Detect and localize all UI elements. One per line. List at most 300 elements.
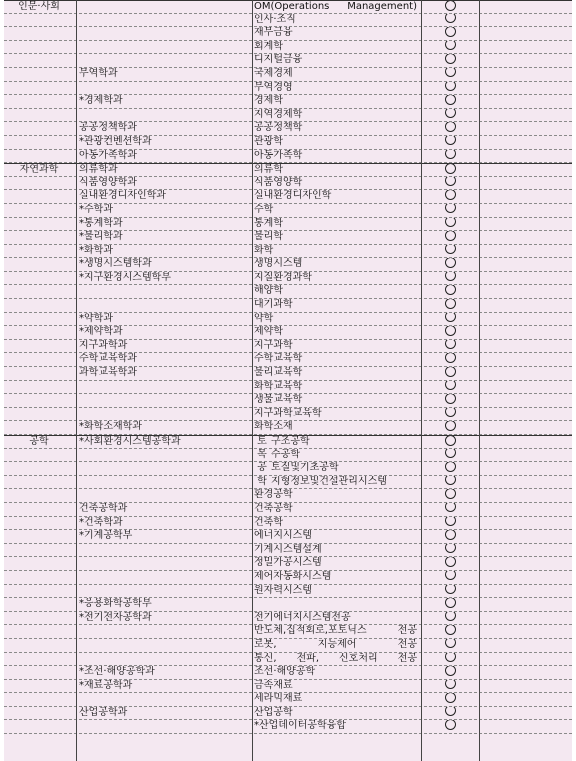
college-cell xyxy=(4,204,74,217)
availability-mark xyxy=(422,653,478,666)
department-cell xyxy=(79,27,249,40)
table-row xyxy=(4,190,572,204)
college-cell xyxy=(4,68,74,81)
circle-mark-icon xyxy=(445,204,456,214)
department-cell: 수학교육학과 xyxy=(79,353,137,365)
table-row xyxy=(4,462,572,476)
table-row xyxy=(4,218,572,232)
availability-mark xyxy=(422,421,478,434)
department-cell xyxy=(79,1,249,14)
table-row xyxy=(4,272,572,286)
department-cell: *화학소재학과 xyxy=(79,421,142,433)
availability-mark xyxy=(422,82,478,95)
circle-mark-icon xyxy=(445,41,456,51)
major-cell: 물리교육학 xyxy=(254,367,303,379)
college-cell xyxy=(4,653,74,666)
table-row xyxy=(4,0,572,14)
college-cell xyxy=(4,41,74,54)
college-cell xyxy=(4,27,74,40)
availability-mark xyxy=(422,530,478,543)
availability-mark xyxy=(422,326,478,339)
availability-mark xyxy=(422,245,478,258)
circle-mark-icon xyxy=(445,381,456,391)
major-cell: 식품영양학 xyxy=(254,176,303,188)
circle-mark-icon xyxy=(445,313,456,323)
table-row xyxy=(4,54,572,68)
college-cell xyxy=(4,272,74,285)
college-cell xyxy=(4,150,74,163)
department-cell xyxy=(79,109,249,122)
table-row xyxy=(4,245,572,259)
table-row xyxy=(4,313,572,327)
college-cell xyxy=(4,313,74,326)
table-row xyxy=(4,476,572,490)
table-row xyxy=(4,340,572,354)
circle-mark-icon xyxy=(445,693,456,703)
availability-mark xyxy=(422,136,478,149)
column-divider xyxy=(76,0,77,761)
college-cell xyxy=(4,598,74,611)
department-cell: *사회환경시스템공학과 xyxy=(79,436,181,447)
circle-mark-icon xyxy=(445,150,456,160)
availability-mark xyxy=(422,585,478,598)
availability-mark xyxy=(422,299,478,312)
table-row xyxy=(4,720,572,734)
department-cell xyxy=(79,639,249,652)
major-cell: 에너지시스템 xyxy=(254,530,312,542)
table-row xyxy=(4,27,572,41)
department-cell: 지구과학과 xyxy=(79,339,128,351)
circle-mark-icon xyxy=(445,164,456,174)
college-cell xyxy=(4,693,74,706)
major-cell: 금속재료 xyxy=(254,679,293,691)
table-row xyxy=(4,598,572,612)
department-cell: *약학과 xyxy=(79,312,113,324)
college-cell xyxy=(4,299,74,312)
college-cell xyxy=(4,720,74,733)
department-cell: *전기전자공학과 xyxy=(79,611,152,623)
college-cell xyxy=(4,231,74,244)
college-cell xyxy=(4,489,74,502)
college-cell xyxy=(4,258,74,271)
college-cell xyxy=(4,557,74,570)
major-cell: 구조공학 xyxy=(271,436,310,447)
circle-mark-icon xyxy=(445,476,456,486)
major-cell: 의류학 xyxy=(254,164,283,176)
circle-mark-icon xyxy=(445,231,456,241)
table-row xyxy=(4,503,572,517)
circle-mark-icon xyxy=(445,27,456,37)
availability-mark xyxy=(422,693,478,706)
circle-mark-icon xyxy=(445,612,456,622)
circle-mark-icon xyxy=(445,394,456,404)
circle-mark-icon xyxy=(445,421,456,431)
department-cell: 의류학과 xyxy=(79,164,118,176)
admissions-table xyxy=(4,0,572,761)
availability-mark xyxy=(422,394,478,407)
circle-mark-icon xyxy=(445,177,456,187)
major-cell: 재무금융 xyxy=(254,27,293,39)
major-cell: 국제경제 xyxy=(254,67,293,79)
college-cell xyxy=(4,95,74,108)
college-cell: 자연과학 xyxy=(19,164,59,176)
college-cell xyxy=(4,544,74,557)
availability-mark xyxy=(422,150,478,163)
major-cell: 회계학 xyxy=(254,40,283,52)
department-cell xyxy=(79,408,249,421)
table-row xyxy=(4,150,572,164)
table-row xyxy=(4,653,572,667)
availability-mark xyxy=(422,177,478,190)
college-cell xyxy=(4,190,74,203)
major-cell: 지구과학 xyxy=(254,339,293,351)
table-row xyxy=(4,258,572,272)
major-cell: 지질환경과학 xyxy=(254,271,312,283)
availability-mark xyxy=(422,68,478,81)
availability-mark xyxy=(422,285,478,298)
availability-mark xyxy=(422,557,478,570)
department-cell xyxy=(79,14,249,27)
department-cell xyxy=(79,653,249,666)
table-row xyxy=(4,571,572,585)
department-cell: *제약학과 xyxy=(79,326,123,338)
major-cell: 지역경제학 xyxy=(254,108,303,120)
major-cell: 수학 xyxy=(254,203,274,215)
major-cell: 해양학 xyxy=(254,285,283,297)
table-row xyxy=(4,408,572,422)
college-cell xyxy=(4,462,74,475)
department-cell xyxy=(79,299,249,312)
table-row xyxy=(4,367,572,381)
department-cell xyxy=(79,82,249,95)
availability-mark xyxy=(422,408,478,421)
table-row xyxy=(4,68,572,82)
college-cell xyxy=(4,585,74,598)
circle-mark-icon xyxy=(445,218,456,228)
availability-mark xyxy=(422,41,478,54)
major-cell: 토질및기초공학 xyxy=(271,462,339,474)
circle-mark-icon xyxy=(445,95,456,105)
circle-mark-icon xyxy=(445,54,456,64)
circle-mark-icon xyxy=(445,122,456,132)
table-row xyxy=(4,435,572,449)
major-cell: 기계시스템설계 xyxy=(254,543,322,555)
table-row xyxy=(4,557,572,571)
major-cell: 화학교육학 xyxy=(254,380,303,392)
availability-mark xyxy=(422,476,478,489)
department-cell xyxy=(79,41,249,54)
table-row xyxy=(4,585,572,599)
circle-mark-icon xyxy=(445,462,456,472)
department-cell xyxy=(79,54,249,67)
major-cell: 약학 xyxy=(254,312,274,324)
major-cell: 수공학 xyxy=(271,448,300,460)
circle-mark-icon xyxy=(445,258,456,268)
table-row xyxy=(4,381,572,395)
table-row xyxy=(4,544,572,558)
circle-mark-icon xyxy=(445,720,456,730)
circle-mark-icon xyxy=(445,585,456,595)
major-cell: *산업데이터공학융합 xyxy=(254,720,346,732)
college-cell xyxy=(4,449,74,462)
table-row xyxy=(4,326,572,340)
table-row xyxy=(4,163,572,177)
department-cell: 건축공학과 xyxy=(79,502,128,514)
availability-mark xyxy=(422,503,478,516)
major-group-cell: 학 xyxy=(257,475,267,487)
major-cell: OM(Operations Management) xyxy=(254,1,417,12)
college-cell xyxy=(4,136,74,149)
circle-mark-icon xyxy=(445,449,456,459)
table-row xyxy=(4,204,572,218)
availability-mark xyxy=(422,258,478,271)
department-cell xyxy=(79,585,249,598)
college-cell xyxy=(4,571,74,584)
department-cell: *지구환경시스템학부 xyxy=(79,271,171,283)
college-cell xyxy=(4,666,74,679)
department-cell: 아동가족학과 xyxy=(79,149,137,161)
college-cell xyxy=(4,218,74,231)
table-row xyxy=(4,299,572,313)
circle-mark-icon xyxy=(445,285,456,295)
table-row xyxy=(4,666,572,680)
major-cell: 물리학 xyxy=(254,231,283,243)
table-row xyxy=(4,14,572,28)
major-cell: 화학 xyxy=(254,244,274,256)
department-cell: 과학교육학과 xyxy=(79,367,137,379)
college-cell xyxy=(4,639,74,652)
department-cell xyxy=(79,476,249,489)
college-cell xyxy=(4,177,74,190)
major-group-cell: 토 xyxy=(257,436,267,447)
department-cell: *조선·해양공학과 xyxy=(79,666,155,678)
department-cell: 식품영양학과 xyxy=(79,176,137,188)
circle-mark-icon xyxy=(445,299,456,309)
circle-mark-icon xyxy=(445,666,456,676)
major-cell: 산업공학 xyxy=(254,706,293,718)
college-cell xyxy=(4,476,74,489)
availability-mark xyxy=(422,666,478,679)
major-cell: 통신, 전파, 신호처리 전공 xyxy=(254,652,417,664)
availability-mark xyxy=(422,204,478,217)
table-row xyxy=(4,693,572,707)
circle-mark-icon xyxy=(445,653,456,663)
availability-mark xyxy=(422,517,478,530)
department-cell xyxy=(79,285,249,298)
college-cell xyxy=(4,326,74,339)
availability-mark xyxy=(422,164,478,177)
availability-mark xyxy=(422,231,478,244)
college-cell xyxy=(4,680,74,693)
department-cell: 실내환경디자인학과 xyxy=(79,190,166,202)
availability-mark xyxy=(422,1,478,14)
circle-mark-icon xyxy=(445,625,456,635)
major-cell: 로봇, 지능제어 전공 xyxy=(254,638,417,650)
college-cell xyxy=(4,245,74,258)
major-cell: 건축공학 xyxy=(254,502,293,514)
circle-mark-icon xyxy=(445,544,456,554)
circle-mark-icon xyxy=(445,367,456,377)
circle-mark-icon xyxy=(445,245,456,255)
college-cell xyxy=(4,82,74,95)
major-cell: 제어자동화시스템 xyxy=(254,570,332,582)
department-cell: *건축학과 xyxy=(79,516,123,528)
circle-mark-icon xyxy=(445,68,456,78)
table-row xyxy=(4,707,572,721)
circle-mark-icon xyxy=(445,639,456,649)
department-cell: *화학과 xyxy=(79,244,113,256)
department-cell xyxy=(79,394,249,407)
table-row xyxy=(4,177,572,191)
major-cell: 지형정보및건설관리시스템 xyxy=(271,475,387,487)
circle-mark-icon xyxy=(445,436,456,446)
college-cell xyxy=(4,381,74,394)
circle-mark-icon xyxy=(445,680,456,690)
college-cell xyxy=(4,367,74,380)
major-cell: 관광학 xyxy=(254,135,283,147)
department-cell: 산업공학과 xyxy=(79,706,128,718)
table-row xyxy=(4,285,572,299)
availability-mark xyxy=(422,571,478,584)
college-cell xyxy=(4,285,74,298)
major-cell: 환경공학 xyxy=(254,489,293,501)
table-row xyxy=(4,612,572,626)
department-cell: *경제학과 xyxy=(79,95,123,107)
availability-mark xyxy=(422,436,478,449)
major-cell: 조선·해양공학 xyxy=(254,666,316,678)
major-cell: 생명시스템 xyxy=(254,258,303,270)
major-cell: 수학교육학 xyxy=(254,353,303,365)
major-cell: 건축학 xyxy=(254,516,283,528)
availability-mark xyxy=(422,313,478,326)
major-cell: 디지털금융 xyxy=(254,54,303,66)
availability-mark xyxy=(422,272,478,285)
availability-mark xyxy=(422,612,478,625)
department-cell xyxy=(79,693,249,706)
major-cell: 반도체,집적회로,포토닉스 전공 xyxy=(254,625,417,637)
circle-mark-icon xyxy=(445,272,456,282)
department-cell xyxy=(79,381,249,394)
circle-mark-icon xyxy=(445,557,456,567)
major-group-cell: 공 xyxy=(257,462,267,474)
college-cell xyxy=(4,625,74,638)
department-cell xyxy=(79,544,249,557)
major-group-cell: 목 xyxy=(257,448,267,460)
circle-mark-icon xyxy=(445,571,456,581)
availability-mark xyxy=(422,27,478,40)
circle-mark-icon xyxy=(445,1,456,11)
table-row xyxy=(4,639,572,653)
major-cell: 무역경영 xyxy=(254,81,293,93)
department-cell: *생명시스템학과 xyxy=(79,258,152,270)
availability-mark xyxy=(422,598,478,611)
college-cell xyxy=(4,421,74,434)
availability-mark xyxy=(422,381,478,394)
college-cell: 인문·사회 xyxy=(18,1,60,12)
table-row xyxy=(4,41,572,55)
department-cell: 공공정책학과 xyxy=(79,122,137,134)
major-cell: 공공정책학 xyxy=(254,122,303,134)
department-cell: *수학과 xyxy=(79,203,113,215)
major-cell: 지구과학교육학 xyxy=(254,407,322,419)
table-row xyxy=(4,136,572,150)
availability-mark xyxy=(422,218,478,231)
major-cell: 원자력시스템 xyxy=(254,584,312,596)
major-cell: 정밀가공시스템 xyxy=(254,557,322,569)
college-cell: 공학 xyxy=(29,436,49,447)
table-row xyxy=(4,625,572,639)
availability-mark xyxy=(422,95,478,108)
college-cell xyxy=(4,109,74,122)
department-cell: 무역학과 xyxy=(79,67,118,79)
table-row xyxy=(4,353,572,367)
availability-mark xyxy=(422,489,478,502)
table-row xyxy=(4,530,572,544)
major-cell: 통계학 xyxy=(254,217,283,229)
college-cell xyxy=(4,394,74,407)
table-row xyxy=(4,449,572,463)
major-cell: 실내환경디자인학 xyxy=(254,190,332,202)
availability-mark xyxy=(422,680,478,693)
college-cell xyxy=(4,612,74,625)
department-cell xyxy=(79,489,249,502)
major-cell: 인사·조직 xyxy=(254,13,296,25)
table-row xyxy=(4,231,572,245)
circle-mark-icon xyxy=(445,530,456,540)
availability-mark xyxy=(422,54,478,67)
availability-mark xyxy=(422,707,478,720)
availability-mark xyxy=(422,449,478,462)
circle-mark-icon xyxy=(445,326,456,336)
circle-mark-icon xyxy=(445,598,456,608)
availability-mark xyxy=(422,353,478,366)
availability-mark xyxy=(422,462,478,475)
table-rows xyxy=(4,0,572,734)
circle-mark-icon xyxy=(445,517,456,527)
table-row xyxy=(4,394,572,408)
major-cell xyxy=(254,598,419,611)
college-cell xyxy=(4,122,74,135)
availability-mark xyxy=(422,720,478,733)
department-cell xyxy=(79,720,249,733)
department-cell: *기계공학부 xyxy=(79,530,133,542)
circle-mark-icon xyxy=(445,109,456,119)
table-row xyxy=(4,82,572,96)
major-cell: 아동가족학 xyxy=(254,149,303,161)
major-cell: 제약학 xyxy=(254,326,283,338)
major-cell: 생물교육학 xyxy=(254,394,303,406)
major-cell: 대기과학 xyxy=(254,299,293,311)
department-cell: *관광컨벤션학과 xyxy=(79,135,152,147)
circle-mark-icon xyxy=(445,408,456,418)
major-cell: 세라믹재료 xyxy=(254,693,303,705)
college-cell xyxy=(4,408,74,421)
circle-mark-icon xyxy=(445,14,456,24)
availability-mark xyxy=(422,367,478,380)
circle-mark-icon xyxy=(445,340,456,350)
table-row xyxy=(4,122,572,136)
availability-mark xyxy=(422,544,478,557)
circle-mark-icon xyxy=(445,707,456,717)
major-cell: 전기에너지시스템전공 xyxy=(254,611,351,623)
column-divider xyxy=(252,0,253,761)
availability-mark xyxy=(422,122,478,135)
availability-mark xyxy=(422,14,478,27)
table-row xyxy=(4,680,572,694)
table-row xyxy=(4,489,572,503)
college-cell xyxy=(4,353,74,366)
department-cell: *물리학과 xyxy=(79,231,123,243)
